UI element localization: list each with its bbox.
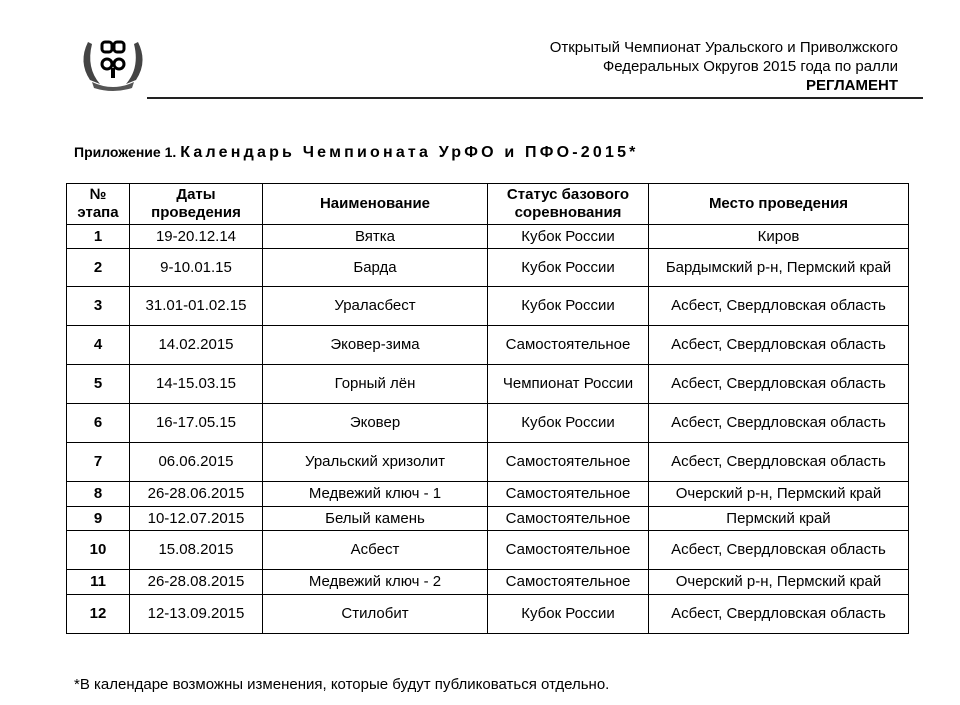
cell-stage: 5 xyxy=(67,365,130,404)
cell-stage: 4 xyxy=(67,326,130,365)
cell-place: Асбест, Свердловская область xyxy=(649,595,909,634)
cell-dates: 9-10.01.15 xyxy=(130,249,263,287)
cell-name: Барда xyxy=(263,249,488,287)
cell-name: Медвежий ключ - 1 xyxy=(263,482,488,507)
cell-dates: 10-12.07.2015 xyxy=(130,507,263,531)
table-row xyxy=(67,595,909,634)
cell-place: Киров xyxy=(649,225,909,249)
title-prefix: Приложение 1. xyxy=(74,144,177,160)
table-row xyxy=(67,287,909,326)
cell-name: Вятка xyxy=(263,225,488,249)
cell-name: Стилобит xyxy=(263,595,488,634)
col-status: Статус базового соревнования xyxy=(488,184,649,225)
cell-dates: 12-13.09.2015 xyxy=(130,595,263,634)
cell-stage: 9 xyxy=(67,507,130,531)
cell-place: Асбест, Свердловская область xyxy=(649,443,909,482)
calendar-table xyxy=(66,183,909,634)
cell-place: Асбест, Свердловская область xyxy=(649,287,909,326)
cell-place: Асбест, Свердловская область xyxy=(649,404,909,443)
cell-place: Асбест, Свердловская область xyxy=(649,531,909,570)
cell-stage: 6 xyxy=(67,404,130,443)
col-dates: Даты проведения xyxy=(130,184,263,225)
cell-place: Бардымский р-н, Пермский край xyxy=(649,249,909,287)
cell-stage: 2 xyxy=(67,249,130,287)
cell-status: Самостоятельное xyxy=(488,443,649,482)
page-title xyxy=(74,144,639,162)
table-row xyxy=(67,482,909,507)
cell-status: Самостоятельное xyxy=(488,507,649,531)
cell-status: Самостоятельное xyxy=(488,570,649,595)
header-line-1: Открытый Чемпионат Уральского и Приволжского xyxy=(549,39,898,56)
table-header-row xyxy=(67,184,909,225)
cell-place: Асбест, Свердловская область xyxy=(649,326,909,365)
cell-dates: 14-15.03.15 xyxy=(130,365,263,404)
cell-stage: 1 xyxy=(67,225,130,249)
cell-dates: 15.08.2015 xyxy=(130,531,263,570)
document-header xyxy=(550,38,898,95)
table-row xyxy=(67,365,909,404)
cell-dates: 19-20.12.14 xyxy=(130,225,263,249)
table-row xyxy=(67,531,909,570)
table-row xyxy=(67,570,909,595)
header-line-2: Федеральных Округов 2015 года по ралли xyxy=(602,58,898,75)
cell-dates: 26-28.08.2015 xyxy=(130,570,263,595)
col-place: Место проведения xyxy=(649,184,909,225)
cell-name: Асбест xyxy=(263,531,488,570)
col-name: Наименование xyxy=(263,184,488,225)
cell-dates: 06.06.2015 xyxy=(130,443,263,482)
cell-dates: 14.02.2015 xyxy=(130,326,263,365)
cell-place: Асбест, Свердловская область xyxy=(649,365,909,404)
cell-name: Ураласбест xyxy=(263,287,488,326)
table-row xyxy=(67,326,909,365)
cell-status: Самостоятельное xyxy=(488,482,649,507)
cell-stage: 10 xyxy=(67,531,130,570)
cell-dates: 31.01-01.02.15 xyxy=(130,287,263,326)
cell-name: Уральский хризолит xyxy=(263,443,488,482)
cell-status: Кубок России xyxy=(488,287,649,326)
cell-status: Кубок России xyxy=(488,249,649,287)
cell-dates: 26-28.06.2015 xyxy=(130,482,263,507)
cell-name: Медвежий ключ - 2 xyxy=(263,570,488,595)
cell-name: Эковер xyxy=(263,404,488,443)
cell-stage: 12 xyxy=(67,595,130,634)
cell-status: Самостоятельное xyxy=(488,531,649,570)
cell-place: Очерский р-н, Пермский край xyxy=(649,570,909,595)
col-stage: № этапа xyxy=(67,184,130,225)
table-row xyxy=(67,404,909,443)
cell-name: Горный лён xyxy=(263,365,488,404)
cell-place: Очерский р-н, Пермский край xyxy=(649,482,909,507)
federation-logo xyxy=(78,32,148,92)
table-row xyxy=(67,225,909,249)
cell-stage: 3 xyxy=(67,287,130,326)
cell-status: Чемпионат России xyxy=(488,365,649,404)
cell-place: Пермский край xyxy=(649,507,909,531)
footnote: *В календаре возможны изменения, которые будут публиковаться отдельно. xyxy=(74,676,610,693)
cell-status: Кубок России xyxy=(488,595,649,634)
cell-dates: 16-17.05.15 xyxy=(130,404,263,443)
cell-status: Кубок России xyxy=(488,225,649,249)
cell-stage: 11 xyxy=(67,570,130,595)
cell-status: Самостоятельное xyxy=(488,326,649,365)
cell-status: Кубок России xyxy=(488,404,649,443)
cell-stage: 8 xyxy=(67,482,130,507)
cell-name: Белый камень xyxy=(263,507,488,531)
cell-stage: 7 xyxy=(67,443,130,482)
table-row xyxy=(67,507,909,531)
table-row xyxy=(67,249,909,287)
title-main: Календарь Чемпионата УрФО и ПФО-2015* xyxy=(180,144,639,161)
header-divider xyxy=(147,97,923,99)
table-row xyxy=(67,443,909,482)
header-line-3: РЕГЛАМЕНТ xyxy=(806,77,898,94)
cell-name: Эковер-зима xyxy=(263,326,488,365)
